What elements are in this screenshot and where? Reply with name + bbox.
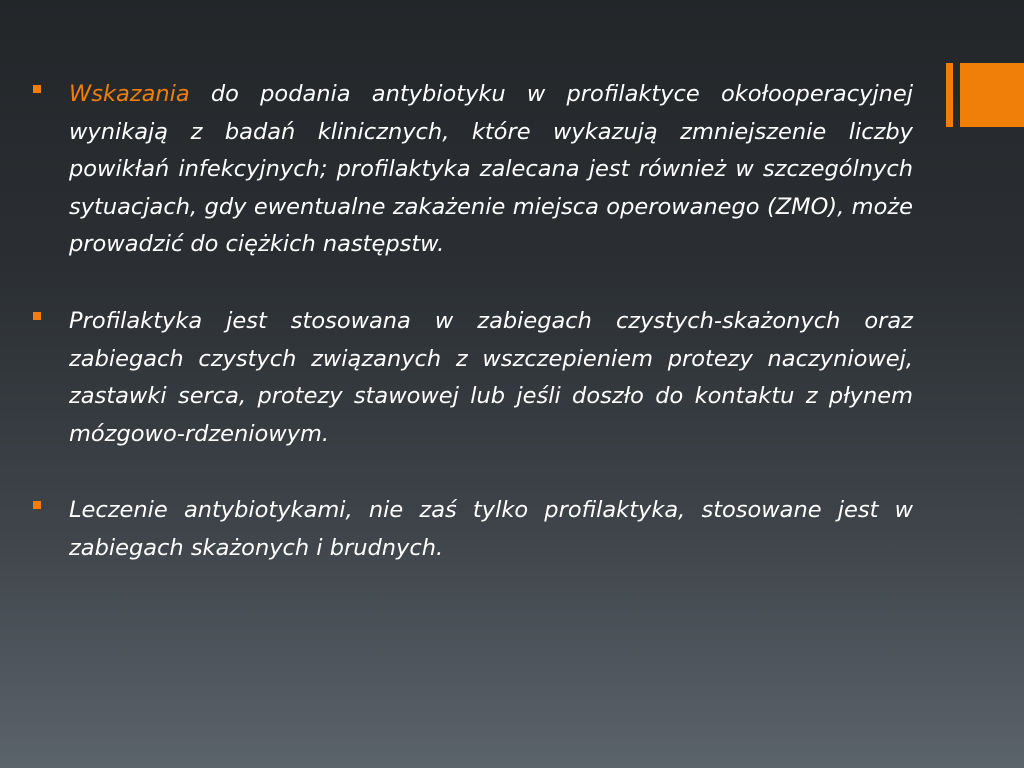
bullet-item-treatment <box>33 492 913 567</box>
square-bullet-icon <box>33 501 41 509</box>
highlight-term: Wskazania <box>69 81 190 107</box>
bullet-text <box>69 76 913 264</box>
bullet-text: Profilaktyka jest stosowana w zabiegach czystych-skażonych oraz zabiegach czystych związanych z wszczepieniem protezy naczyniowej, zastawki serca, protezy stawowej lub jeśli doszło do kontaktu z płynem mózgowo-rdzeniowym. <box>69 307 913 447</box>
bullet-text: Leczenie antybiotykami, nie zaś tylko profilaktyka, stosowane jest w zabiegach skażonych i brudnych. <box>69 497 913 561</box>
accent-thin-bar <box>946 63 953 127</box>
bullet-item-indications <box>33 76 913 264</box>
bullet-item-prophylaxis <box>33 303 913 453</box>
accent-thick-bar <box>960 63 1024 127</box>
bullet-body: do podania antybiotyku w profilaktyce okołooperacyjnej wynikają z badań klinicznych, które wykazują zmniejszenie liczby powikłań infekcyjnych; profilaktyka zalecana jest również w szczególnych sytuacjach, gdy ewentualne zakażenie miejsca operowanego (ZMO), może prowadzić do ciężkich następstw. <box>69 81 913 258</box>
bullet-list <box>33 76 913 607</box>
square-bullet-icon <box>33 312 41 320</box>
bar-accent-icon <box>946 63 1024 127</box>
square-bullet-icon <box>33 85 41 93</box>
